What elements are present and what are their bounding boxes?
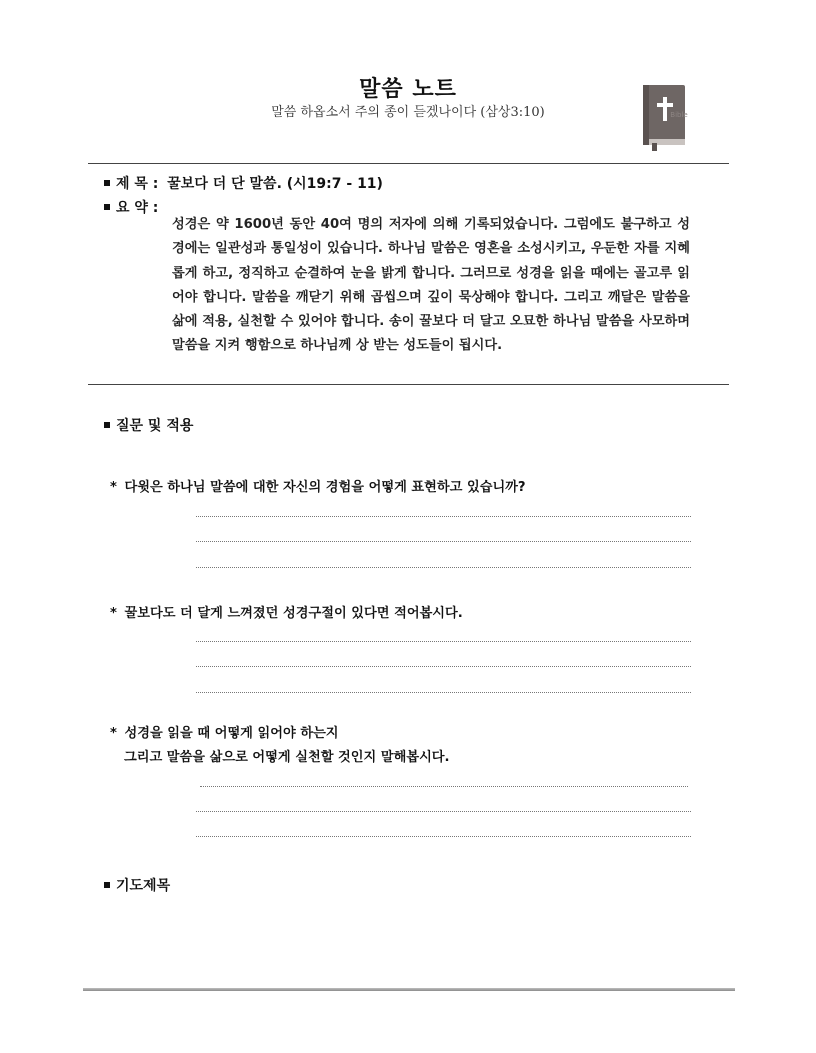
prayer-heading	[104, 875, 170, 895]
question-3	[110, 722, 339, 741]
answer-line[interactable]	[196, 811, 691, 812]
topic-label: 제 목 :	[116, 176, 159, 192]
square-bullet-icon	[104, 422, 110, 428]
summary-row	[104, 197, 158, 217]
summary-divider	[88, 384, 729, 385]
topic-value: 꿀보다 더 단 말씀. (시19:7 - 11)	[167, 176, 383, 192]
answer-line[interactable]	[196, 641, 691, 642]
question-1	[110, 476, 526, 495]
square-bullet-icon	[104, 204, 110, 210]
prayer-label: 기도제목	[116, 878, 171, 894]
svg-text:Bible: Bible	[670, 111, 688, 119]
question-text: 성경을 읽을 때 어떻게 읽어야 하는지	[124, 726, 339, 741]
answer-line[interactable]	[196, 516, 691, 517]
question-marker: *	[110, 726, 117, 741]
questions-heading	[104, 415, 193, 435]
answer-line[interactable]	[196, 836, 691, 837]
question-marker: *	[110, 606, 117, 621]
question-marker: *	[110, 480, 117, 495]
square-bullet-icon	[104, 882, 110, 888]
question-3-line-2: 그리고 말씀을 삶으로 어떻게 실천할 것인지 말해봅시다.	[124, 750, 450, 765]
square-bullet-icon	[104, 180, 110, 186]
header-divider	[88, 163, 729, 164]
question-2	[110, 602, 463, 621]
footer-divider	[83, 988, 735, 991]
question-text: 꿀보다도 더 달게 느껴졌던 성경구절이 있다면 적어봅시다.	[124, 606, 463, 621]
answer-line[interactable]	[196, 692, 691, 693]
bible-cross-icon	[641, 83, 689, 151]
page-subtitle: 말씀 하옵소서 주의 종이 듣겠나이다 (삼상3:10)	[271, 105, 545, 120]
question-text: 다윗은 하나님 말씀에 대한 자신의 경험을 어떻게 표현하고 있습니까?	[124, 480, 526, 495]
summary-text: 성경은 약 1600년 동안 40여 명의 저자에 의해 기록되었습니다. 그럼에도 불구하고 성경에는 일관성과 통일성이 있습니다. 하나님 말씀은 영혼을 소성시키고, 우둔한 자를 지혜롭게 하고, 정직하고 순결하여 눈을 밝게 합니다. 그러므로 성경을 읽을 때에는 골고루 읽어야 합니다. 말씀을 깨닫기 위해 곱씹으며 깊이 묵상해야 합니다. 그리고 깨달은 말씀을 삶에 적용, 실천할 수 있어야 합니다. 송이 꿀보다 더 달고 오묘한 하나님 말씀을 사모하며 말씀을 지켜 행함으로 하나님께 상 받는 성도들이 됩시다.	[172, 217, 690, 354]
topic-row	[104, 173, 383, 193]
answer-line[interactable]	[196, 541, 691, 542]
questions-label: 질문 및 적용	[116, 418, 194, 434]
answer-line[interactable]	[196, 666, 691, 667]
summary-label: 요 약 :	[116, 200, 159, 216]
answer-line[interactable]	[196, 567, 691, 568]
answer-line[interactable]	[200, 786, 688, 787]
page-title: 말씀 노트	[359, 77, 457, 102]
